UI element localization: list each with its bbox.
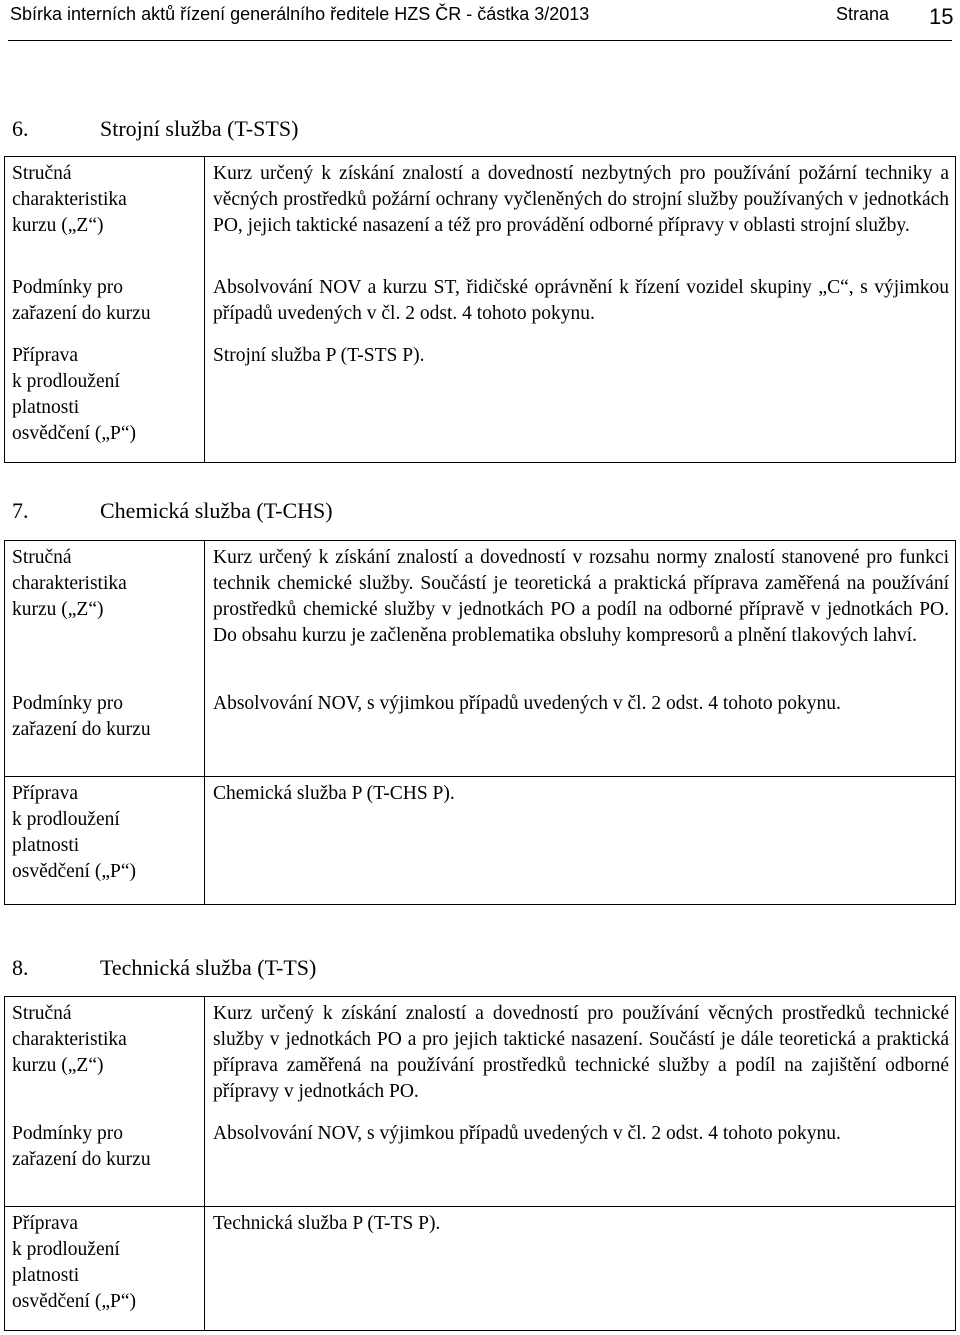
label-line: Příprava [12,783,79,804]
label-line: k prodloužení [12,1239,120,1260]
row-label [5,541,205,687]
section-title: Technická služba (T-TS) [100,955,317,980]
label-line: charakteristika [12,573,127,594]
label-line: k prodloužení [12,370,120,392]
table-row [5,997,956,1117]
label-line: platnosti [12,396,80,418]
row-label [5,1117,205,1207]
table-row [5,1117,956,1207]
row-content: Kurz určený k získání znalostí a dovedností pro používání věcných prostředků technické služby v jednotkách PO a pro jejich taktické nasazení. Součástí je dále teoretická a praktická příprava zaměřená na používání prostředků technické služby a podíl na zajištění odborné přípravy v jednotkách PO. [205,997,956,1117]
row-label [5,339,205,463]
label-line: zařazení do kurzu [12,718,151,740]
label-line: charakteristika [12,1029,127,1050]
row-label [5,687,205,777]
label-line: platnosti [12,1265,80,1286]
section-heading [12,116,298,142]
label-line: charakteristika [12,189,127,210]
row-label [5,271,205,339]
label-line: kurzu („Z“) [12,1055,104,1076]
page-header [8,0,952,41]
table-row [5,339,956,463]
section-title: Chemická služba (T-CHS) [100,498,333,523]
label-line: osvědčení („P“) [12,1291,136,1312]
document-title: Sbírka interních aktů řízení generálního ředitele HZS ČR - částka 3/2013 [10,4,590,24]
section-number: 6. [12,116,29,141]
row-content: Absolvování NOV a kurzu ST, řidičské oprávnění k řízení vozidel skupiny „C“, s výjimkou případů uvedených v čl. 2 odst. 4 tohoto pokynu. [205,271,956,339]
label-line: Podmínky pro [12,692,124,714]
row-content: Technická služba P (T-TS P). [205,1207,956,1331]
label-line: Stručná [12,547,72,568]
label-line: platnosti [12,835,80,856]
section-number: 7. [12,498,29,523]
page-number: 15 [929,4,954,29]
table-row [5,777,956,905]
course-table [4,540,956,905]
course-table [4,996,956,1331]
row-content: Chemická služba P (T-CHS P). [205,777,956,905]
course-table [4,156,956,463]
row-content: Kurz určený k získání znalostí a dovedností nezbytných pro používání požární techniky a věcných prostředků požární ochrany vyčleněných do strojní služby používaných v jednotkách PO, jejich taktické nasazení a též pro provádění odborné přípravy v oblasti strojní služby. [205,157,956,271]
label-line: k prodloužení [12,809,120,830]
row-content: Kurz určený k získání znalostí a dovedností v rozsahu normy znalostí stanovené pro funkci technik chemické služby. Součástí je teoretická a praktická příprava zaměřená na používání prostředků chemické služby v jednotkách PO a podíl na odborné přípravě v jednotkách PO. Do obsahu kurzu je začleněna problematika obsluhy kompresorů a plnění tlakových lahví. [205,541,956,687]
table-row [5,541,956,687]
row-content: Absolvování NOV, s výjimkou případů uvedených v čl. 2 odst. 4 tohoto pokynu. [205,1117,956,1207]
label-line: osvědčení („P“) [12,422,136,444]
row-content: Absolvování NOV, s výjimkou případů uvedených v čl. 2 odst. 4 tohoto pokynu. [205,687,956,777]
label-line: zařazení do kurzu [12,302,151,324]
row-label [5,1207,205,1331]
row-content: Strojní služba P (T-STS P). [205,339,956,463]
label-line: kurzu („Z“) [12,215,104,236]
row-label [5,157,205,271]
label-line: Stručná [12,1003,72,1024]
table-row [5,687,956,777]
row-label [5,997,205,1117]
label-line: Podmínky pro [12,276,124,298]
section-heading [12,955,316,981]
section-title: Strojní služba (T-STS) [100,116,299,141]
section-heading [12,498,333,524]
label-line: Příprava [12,344,79,366]
row-label [5,777,205,905]
label-line: Příprava [12,1213,79,1234]
table-row [5,1207,956,1331]
table-row [5,271,956,339]
label-line: Podmínky pro [12,1122,124,1144]
label-line: zařazení do kurzu [12,1148,151,1170]
label-line: Stručná [12,163,72,184]
page-label: Strana [836,4,890,24]
label-line: kurzu („Z“) [12,599,104,620]
section-number: 8. [12,955,29,980]
table-row [5,157,956,271]
label-line: osvědčení („P“) [12,861,136,882]
